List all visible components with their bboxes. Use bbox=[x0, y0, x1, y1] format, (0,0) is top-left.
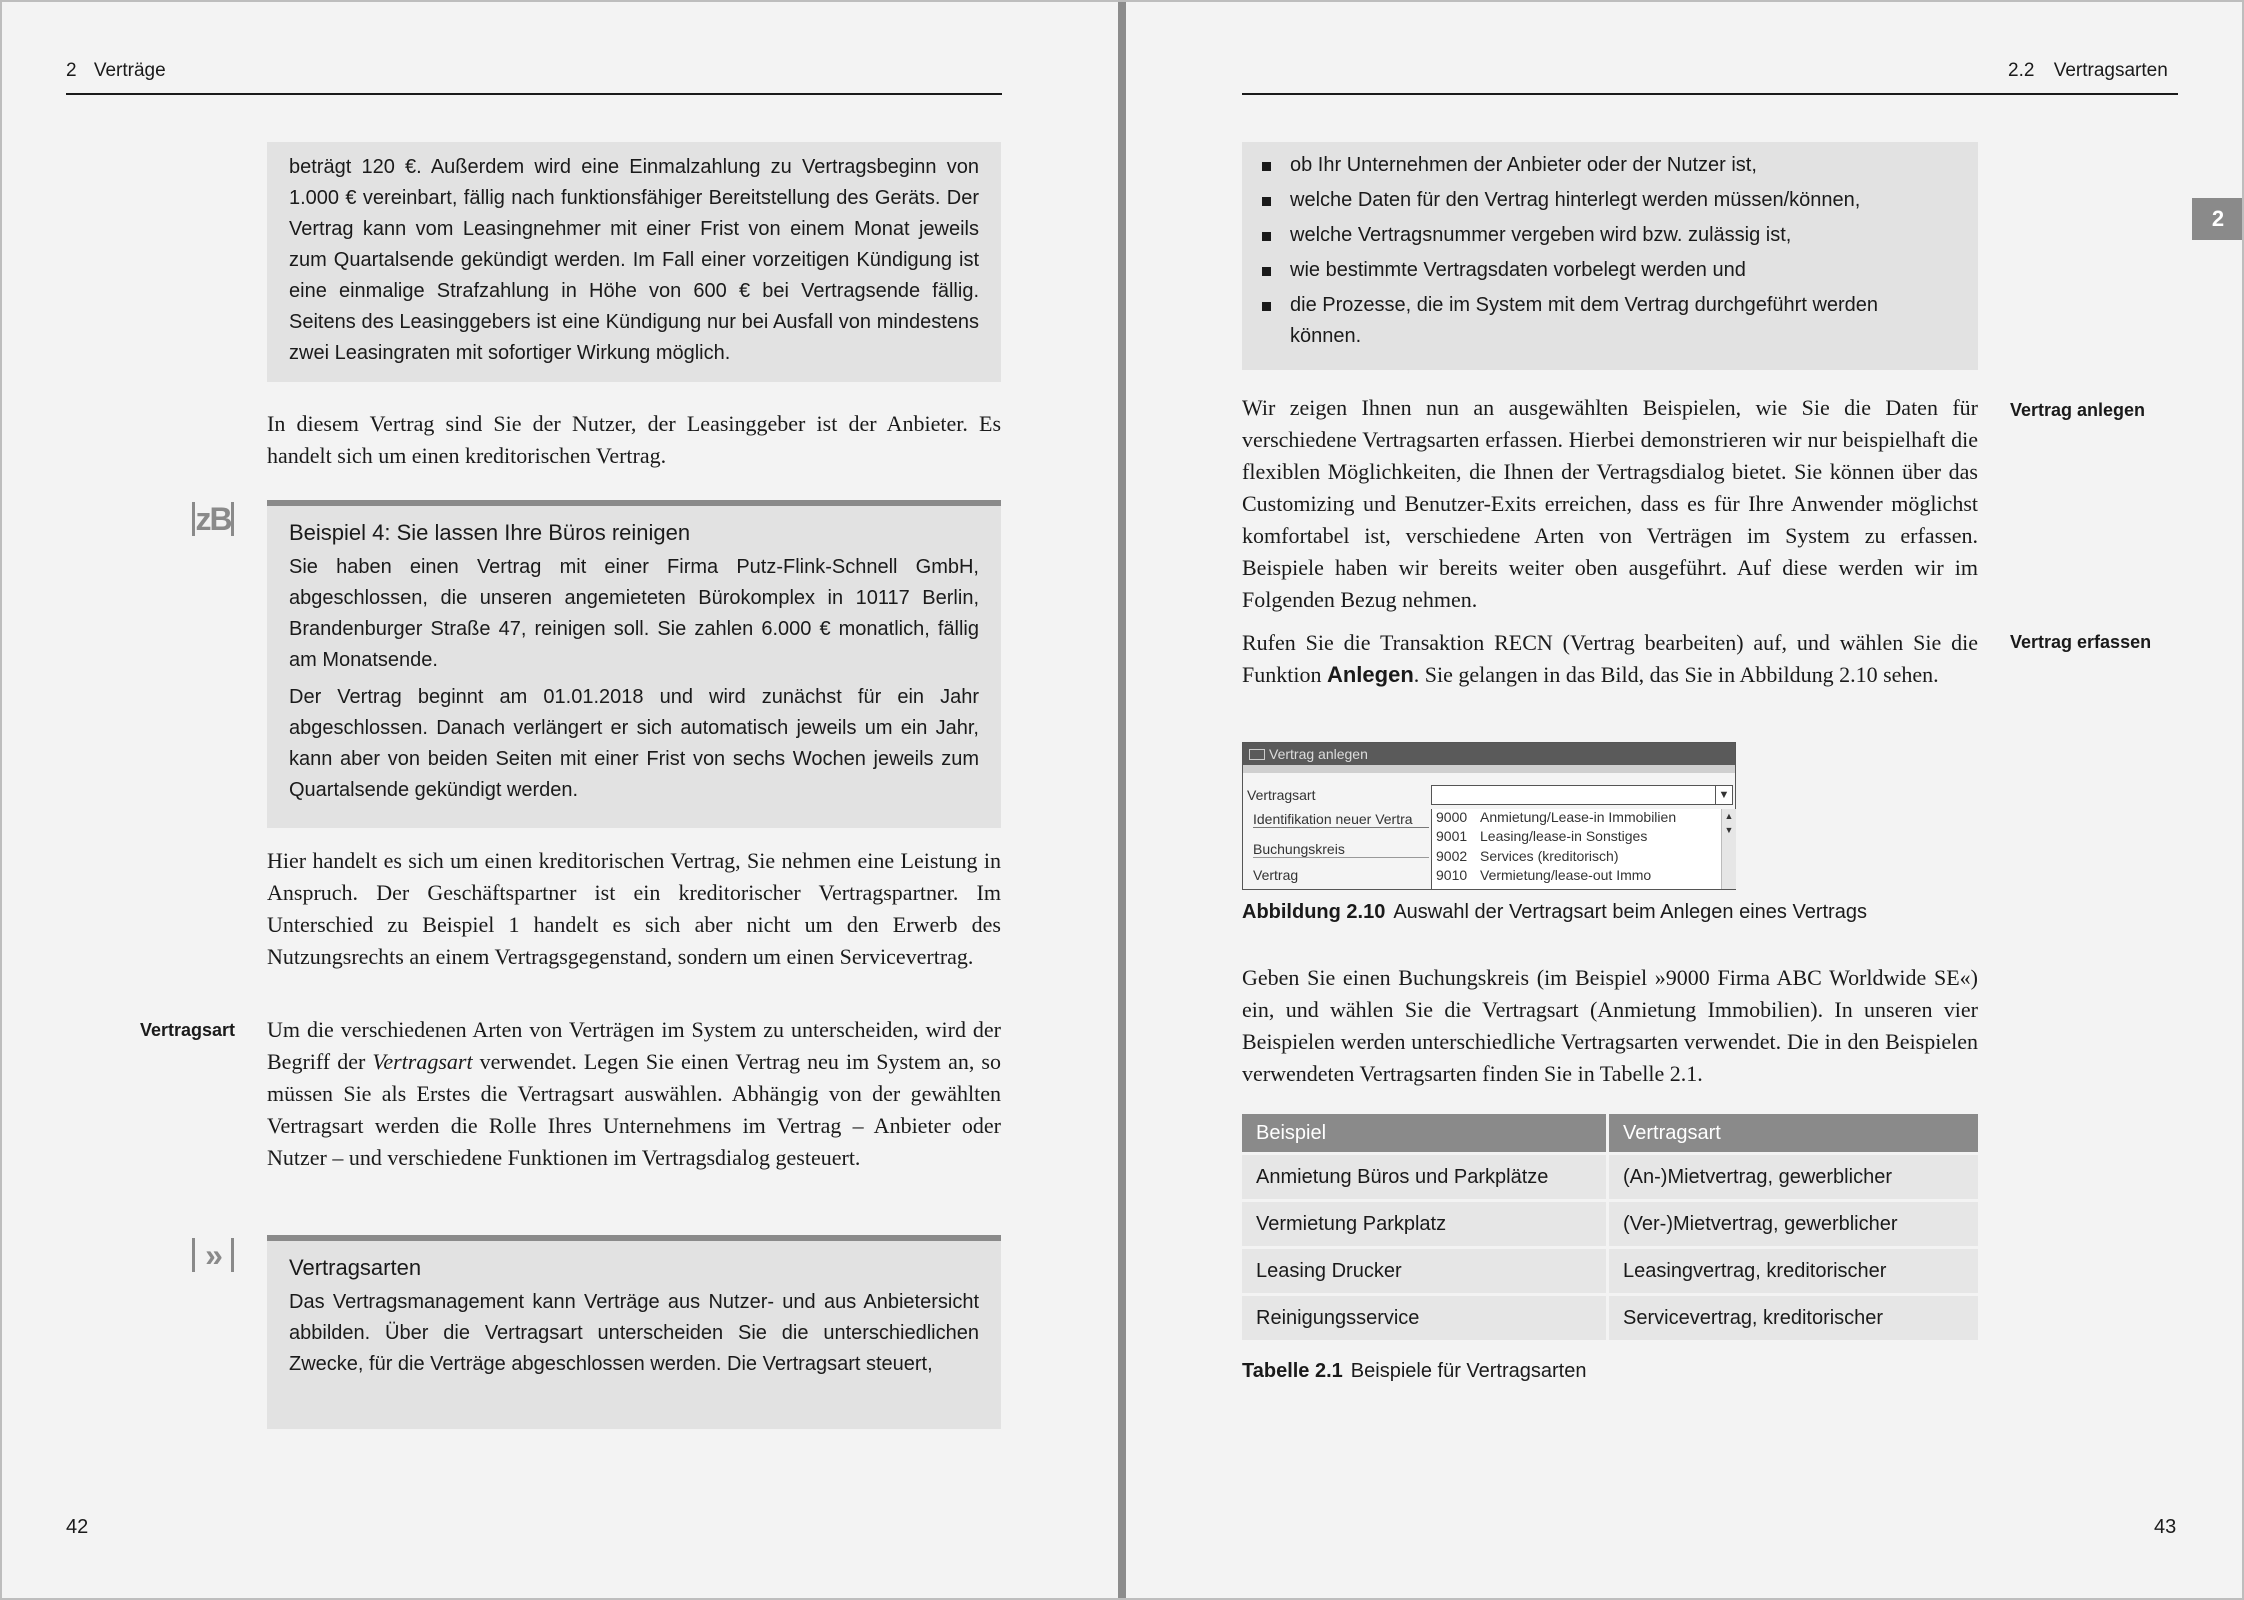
info-icon: » bbox=[192, 1238, 234, 1272]
option-label: Anmietung/Lease-in Immobilien bbox=[1480, 809, 1677, 825]
paragraph-r2 bbox=[1242, 627, 1978, 691]
table-header: Vertragsart bbox=[1609, 1114, 1978, 1152]
sap-title-bar bbox=[1243, 743, 1735, 765]
table-row bbox=[1242, 1152, 1978, 1199]
table-caption-text: Beispiele für Vertragsarten bbox=[1350, 1360, 1587, 1382]
margin-note-vertrag-anlegen: Vertrag anlegen bbox=[2010, 400, 2146, 420]
label-vertrag: Vertrag bbox=[1253, 867, 1299, 883]
chapter-number: 2 bbox=[66, 60, 77, 81]
table-cell: Leasing Drucker bbox=[1242, 1246, 1609, 1293]
sap-window-title: Vertrag anlegen bbox=[1269, 746, 1368, 762]
bullet-item: welche Daten für den Vertrag hinterlegt werden müssen/können, bbox=[1242, 185, 1942, 216]
figure-caption bbox=[1242, 901, 1867, 924]
bullet-box bbox=[1242, 142, 1978, 370]
table-cell: Vermietung Parkplatz bbox=[1242, 1199, 1609, 1246]
sap-screenshot bbox=[1242, 742, 1736, 890]
margin-note-vertrag-erfassen: Vertrag erfassen bbox=[2010, 632, 2152, 652]
table-cell: Leasingvertrag, kreditorischer bbox=[1609, 1246, 1978, 1293]
dropdown-option[interactable] bbox=[1436, 867, 1651, 883]
dropdown-option[interactable] bbox=[1436, 809, 1676, 825]
vertragsarten-table bbox=[1242, 1114, 1978, 1340]
bullet-item: wie bestimmte Vertragsdaten vorbelegt werden und bbox=[1242, 255, 1942, 286]
example-4-text-2: Der Vertrag beginnt am 01.01.2018 und wird zunächst für ein Jahr abgeschlossen. Danach verlängert er sich automatisch jeweils um ein Jahr, kann aber von beiden Seiten mit einer Frist von sechs Wochen jeweils zum Quartalsende gekündigt werden. bbox=[289, 686, 979, 801]
example-box-text: beträgt 120 €. Außerdem wird eine Einmalzahlung zu Vertragsbeginn von 1.000 € vereinbart, fällig nach funktionsfähiger Bereitstellung des Geräts. Der Vertrag kann vom Leasingnehmer mit einer Frist von einem Monat jeweils zum Quartalsende gekündigt werden. Im Fall einer vorzeitigen Kündigung ist eine einmalige Strafzahlung in Höhe von 600 € bei Vertragsende fällig. Seitens des Leasinggebers ist eine Kündigung nur bei Ausfall von mindestens zwei Leasingraten mit sofortiger Wirkung möglich. bbox=[289, 156, 979, 364]
dropdown-scrollbar[interactable]: ▲ ▼ bbox=[1721, 809, 1736, 889]
table-cell: (An-)Mietvertrag, gewerblicher bbox=[1609, 1152, 1978, 1199]
table-cell: Anmietung Büros und Parkplätze bbox=[1242, 1152, 1609, 1199]
info-box-title: Vertragsarten bbox=[289, 1255, 422, 1280]
bullet-item: welche Vertragsnummer vergeben wird bzw. zulässig ist, bbox=[1242, 220, 1942, 251]
running-header-right bbox=[2008, 60, 2168, 82]
example-4-title: Beispiel 4: Sie lassen Ihre Büros reinigen bbox=[289, 520, 691, 545]
chapter-title: Verträge bbox=[93, 60, 166, 81]
paragraph-1: In diesem Vertrag sind Sie der Nutzer, der Leasinggeber ist der Anbieter. Es handelt sich um einen kreditorischen Vertrag. bbox=[267, 411, 1001, 468]
sap-toolbar-strip bbox=[1243, 765, 1735, 773]
page-number-right: 43 bbox=[2154, 1516, 2177, 1538]
table-header-row bbox=[1242, 1114, 1978, 1152]
vertragsart-bullets bbox=[1242, 150, 1942, 356]
label-vertragsart: Vertragsart bbox=[1247, 787, 1316, 803]
option-code: 9000 bbox=[1436, 809, 1468, 825]
table-cell: Reinigungsservice bbox=[1242, 1293, 1609, 1340]
info-box bbox=[267, 1235, 1001, 1429]
header-rule-right bbox=[1242, 93, 2178, 95]
info-box-text: Das Vertragsmanagement kann Verträge aus Nutzer- und aus Anbietersicht abbilden. Über die Vertragsart unterscheiden Sie die unterschiedlichen Zwecke, für die Verträge abgeschlossen werden. Die Vertragsart steuert, bbox=[289, 1291, 979, 1375]
example-4-box bbox=[267, 500, 1001, 828]
table-row bbox=[1242, 1199, 1978, 1246]
paragraph-r1: Wir zeigen Ihnen nun an ausgewählten Beispielen, wie Sie die Daten für verschiedene Vertragsarten erfassen. Hierbei demonstrieren wir nur beispielhaft die flexiblen Möglichkeiten, die Ihnen der Vertragsdialog bietet. Sie können über das Customizing und Benutzer-Exits erreichen, dass es für Ihre Anwender möglichst komfortabel ist, verschiedene Arten von Verträgen im System zu erfassen. Beispiele haben wir bereits weiter oben ausgeführt. Auf diese werden wir im Folgenden Bezug nehmen. bbox=[1242, 395, 1978, 612]
running-header-left bbox=[66, 60, 166, 82]
option-label: Services (kreditorisch) bbox=[1480, 848, 1619, 864]
figure-caption-label: Abbildung 2.10 bbox=[1242, 901, 1386, 923]
bullet-item: ob Ihr Unternehmen der Anbieter oder der Nutzer ist, bbox=[1242, 150, 1942, 181]
table-row bbox=[1242, 1246, 1978, 1293]
example-icon: zB bbox=[192, 502, 234, 536]
table-header: Beispiel bbox=[1242, 1114, 1609, 1152]
option-label: Leasing/lease-in Sonstiges bbox=[1480, 828, 1648, 844]
paragraph-r2-text-b: . Sie gelangen in das Bild, das Sie in Abbildung 2.10 sehen. bbox=[1413, 662, 1939, 687]
label-buchungskreis: Buchungskreis bbox=[1253, 841, 1429, 858]
figure-caption-text: Auswahl der Vertragsart beim Anlegen eines Vertrags bbox=[1393, 901, 1867, 923]
section-number: 2.2 bbox=[2008, 60, 2035, 81]
section-title: Vertragsarten bbox=[2053, 60, 2168, 81]
dropdown-option[interactable] bbox=[1436, 848, 1618, 864]
table-cell: Servicevertrag, kreditorischer bbox=[1609, 1293, 1978, 1340]
table-caption bbox=[1242, 1360, 1586, 1383]
paragraph-3-text-a: Um die verschiedenen Arten von Verträgen im System zu unterscheiden, wird der Begriff der bbox=[267, 1017, 1001, 1074]
book-gutter bbox=[1118, 0, 1126, 1600]
paragraph-r2-bold: Anlegen bbox=[1326, 662, 1414, 687]
paragraph-2: Hier handelt es sich um einen kreditorischen Vertrag, Sie nehmen eine Leistung in Anspruch. Der Geschäftspartner ist ein kreditorischer Vertragspartner. Im Unterschied zu Beispiel 1 handelt es sich aber nicht um den Erwerb des Nutzungsrechts an einem Vertragsgegenstand, sondern um einen Servicevertrag. bbox=[267, 848, 1001, 969]
window-icon bbox=[1249, 749, 1265, 760]
paragraph-3-emphasis: Vertragsart bbox=[372, 1049, 473, 1074]
paragraph-r3: Geben Sie einen Buchungskreis (im Beispiel »9000 Firma ABC Worldwide SE«) ein, und wählen Sie die Vertragsart (Anmietung Immobilien). In unseren vier Beispielen werden unterschiedliche Vertragsarten verwendet. Die in den Beispielen verwendeten Vertragsarten finden Sie in Tabelle 2.1. bbox=[1242, 965, 1978, 1086]
chapter-tab: 2 bbox=[2192, 198, 2244, 240]
option-code: 9010 bbox=[1436, 867, 1468, 883]
margin-note-vertragsart: Vertragsart bbox=[140, 1020, 236, 1040]
paragraph-3 bbox=[267, 1014, 1001, 1174]
bullet-item: die Prozesse, die im System mit dem Vertrag durchgeführt werden können. bbox=[1242, 290, 1942, 352]
chevron-down-icon[interactable]: ▼ bbox=[1715, 786, 1732, 804]
option-code: 9001 bbox=[1436, 828, 1468, 844]
option-code: 9002 bbox=[1436, 848, 1468, 864]
page-number-left: 42 bbox=[66, 1516, 89, 1538]
header-rule bbox=[66, 93, 1002, 95]
table-cell: (Ver-)Mietvertrag, gewerblicher bbox=[1609, 1199, 1978, 1246]
paragraph-3-text-b: verwendet. Legen Sie einen Vertrag neu im System an, so müssen Sie als Erstes die Vertragsart auswählen. Abhängig von der gewählten Vertragsart werden die Rolle Ihres Unternehmens im Vertrag – Anbieter oder Nutzer – und verschiedene Funktionen im Vertragsdialog gesteuert. bbox=[267, 1049, 1001, 1170]
table-caption-label: Tabelle 2.1 bbox=[1242, 1360, 1343, 1382]
example-4-text-1: Sie haben einen Vertrag mit einer Firma Putz-Flink-Schnell GmbH, abgeschlossen, die unseren angemieteten Bürokomplex in 10117 Berlin, Brandenburger Straße 47, reinigen soll. Sie zahlen 6.000 € monatlich, fällig am Monatsende. bbox=[289, 556, 979, 671]
table-row bbox=[1242, 1293, 1978, 1340]
dropdown-option[interactable] bbox=[1436, 828, 1647, 844]
vertragsart-input[interactable] bbox=[1431, 785, 1733, 805]
paragraph-r2-text-a: Rufen Sie die Transaktion RECN (Vertrag bearbeiten) auf, und wählen Sie die Funktion bbox=[1242, 630, 1978, 687]
example-box-continued bbox=[267, 142, 1001, 382]
left-page bbox=[0, 0, 1118, 1600]
vertragsart-dropdown-list bbox=[1431, 809, 1736, 889]
option-label: Vermietung/lease-out Immo bbox=[1480, 867, 1652, 883]
tab-identifikation[interactable]: Identifikation neuer Vertra bbox=[1253, 811, 1429, 828]
